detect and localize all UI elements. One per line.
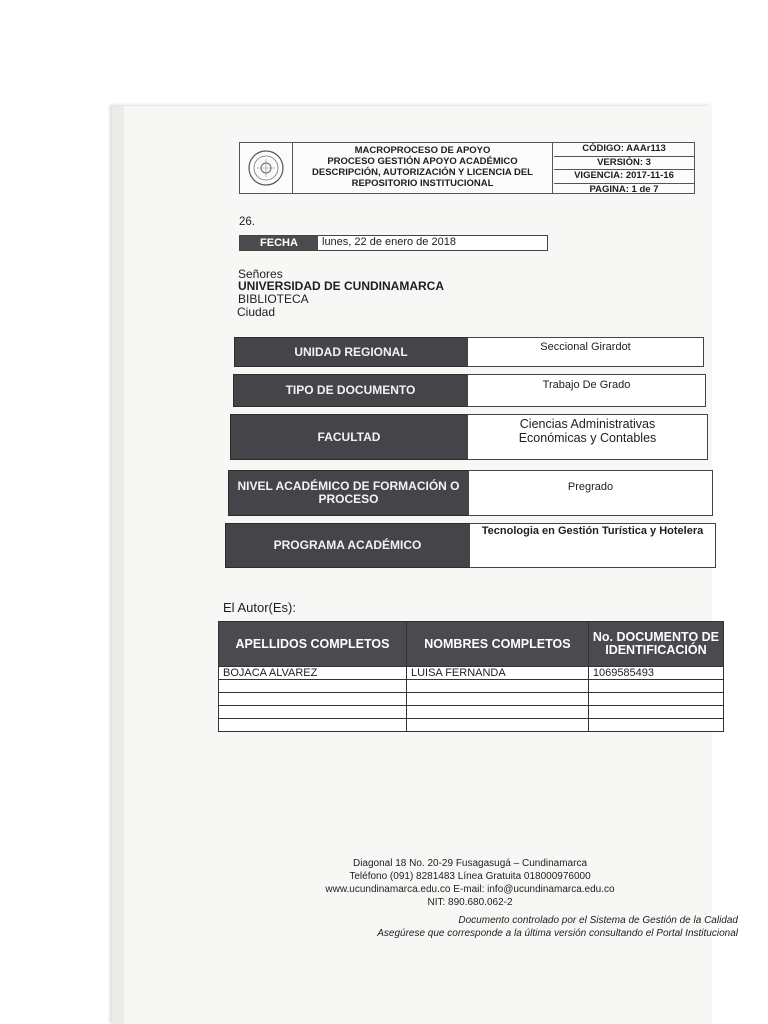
authors-label: El Autor(Es): bbox=[223, 600, 296, 615]
document-number: 26. bbox=[239, 216, 255, 228]
authors-table bbox=[218, 621, 724, 732]
table-cell bbox=[406, 693, 588, 706]
column-header-documento: No. DOCUMENTO DE IDENTIFICACIÓN bbox=[588, 622, 723, 667]
table-row bbox=[219, 680, 724, 693]
table-cell: BOJACA ALVAREZ bbox=[219, 667, 407, 680]
field-row-nivel-academico bbox=[228, 470, 713, 516]
field-value: Trabajo De Grado bbox=[467, 374, 706, 407]
field-value: Tecnologia en Gestión Turística y Hotelera bbox=[469, 523, 716, 568]
table-row bbox=[219, 706, 724, 719]
recipient-university: UNIVERSIDAD DE CUNDINAMARCA bbox=[238, 279, 445, 293]
footer-phone: Teléfono (091) 8281483 Línea Gratuita 018000976000 bbox=[349, 871, 591, 882]
field-value: Pregrado bbox=[468, 470, 713, 516]
footer-nit: NIT: 890.680.062-2 bbox=[427, 897, 513, 908]
table-cell bbox=[406, 719, 588, 732]
title-line: REPOSITORIO INSTITUCIONAL bbox=[351, 178, 494, 189]
table-cell bbox=[406, 706, 588, 719]
recipient-library: BIBLIOTECA bbox=[238, 292, 309, 306]
quality-note-line: Asegúrese que corresponde a la última versión consultando el Portal Institucional bbox=[377, 928, 738, 939]
field-label: FACULTAD bbox=[230, 414, 468, 460]
table-cell bbox=[219, 719, 407, 732]
quality-note-line: Documento controlado por el Sistema de Gestión de la Calidad bbox=[458, 915, 738, 926]
field-row-facultad bbox=[230, 414, 708, 460]
footer-contact bbox=[320, 857, 620, 909]
field-label: NIVEL ACADÉMICO DE FORMACIÓN O PROCESO bbox=[228, 470, 469, 516]
field-label: UNIDAD REGIONAL bbox=[234, 337, 468, 367]
table-row bbox=[219, 667, 724, 680]
column-header-apellidos: APELLIDOS COMPLETOS bbox=[219, 622, 407, 667]
field-label: TIPO DE DOCUMENTO bbox=[233, 374, 468, 407]
salutation: Señores bbox=[238, 267, 283, 281]
table-cell bbox=[588, 693, 723, 706]
table-cell bbox=[588, 706, 723, 719]
table-cell bbox=[219, 693, 407, 706]
field-value: Ciencias Administrativas Económicas y Contables bbox=[467, 414, 708, 460]
column-header-nombres: NOMBRES COMPLETOS bbox=[406, 622, 588, 667]
title-line: PROCESO GESTIÓN APOYO ACADÉMICO bbox=[327, 156, 518, 167]
document-header bbox=[239, 142, 695, 194]
codigo: CÓDIGO: AAAr113 bbox=[554, 143, 694, 157]
table-cell bbox=[588, 680, 723, 693]
pagina: PAGINA: 1 de 7 bbox=[589, 183, 659, 195]
recipient-city: Ciudad bbox=[237, 305, 276, 319]
table-cell bbox=[219, 680, 407, 693]
document-control-info bbox=[554, 143, 694, 193]
field-label: PROGRAMA ACADÉMICO bbox=[225, 523, 470, 568]
fecha-label: FECHA bbox=[240, 236, 318, 250]
process-title bbox=[293, 143, 553, 193]
table-cell bbox=[406, 680, 588, 693]
footer-web-email: www.ucundinamarca.edu.co E-mail: info@ucundinamarca.edu.co bbox=[325, 884, 615, 895]
title-line: MACROPROCESO DE APOYO bbox=[354, 145, 491, 156]
table-row bbox=[219, 693, 724, 706]
field-row-unidad-regional bbox=[234, 337, 704, 367]
fecha-value: lunes, 22 de enero de 2018 bbox=[322, 236, 456, 248]
table-row bbox=[219, 719, 724, 732]
table-cell: 1069585493 bbox=[588, 667, 723, 680]
title-line: DESCRIPCIÓN, AUTORIZACIÓN Y LICENCIA DEL bbox=[312, 167, 533, 178]
footer-address: Diagonal 18 No. 20-29 Fusagasugá – Cundinamarca bbox=[352, 858, 588, 869]
field-row-programa-academico bbox=[225, 523, 716, 568]
version: VERSIÓN: 3 bbox=[554, 157, 694, 171]
fecha-field bbox=[239, 235, 548, 251]
field-value: Seccional Girardot bbox=[467, 337, 704, 367]
table-cell: LUISA FERNANDA bbox=[406, 667, 588, 680]
university-seal-logo bbox=[240, 143, 293, 193]
table-header-row bbox=[219, 622, 724, 667]
quality-note bbox=[366, 914, 738, 940]
vigencia: VIGENCIA: 2017-11-16 bbox=[554, 170, 694, 184]
field-row-tipo-documento bbox=[233, 374, 706, 407]
table-cell bbox=[219, 706, 407, 719]
table-cell bbox=[588, 719, 723, 732]
